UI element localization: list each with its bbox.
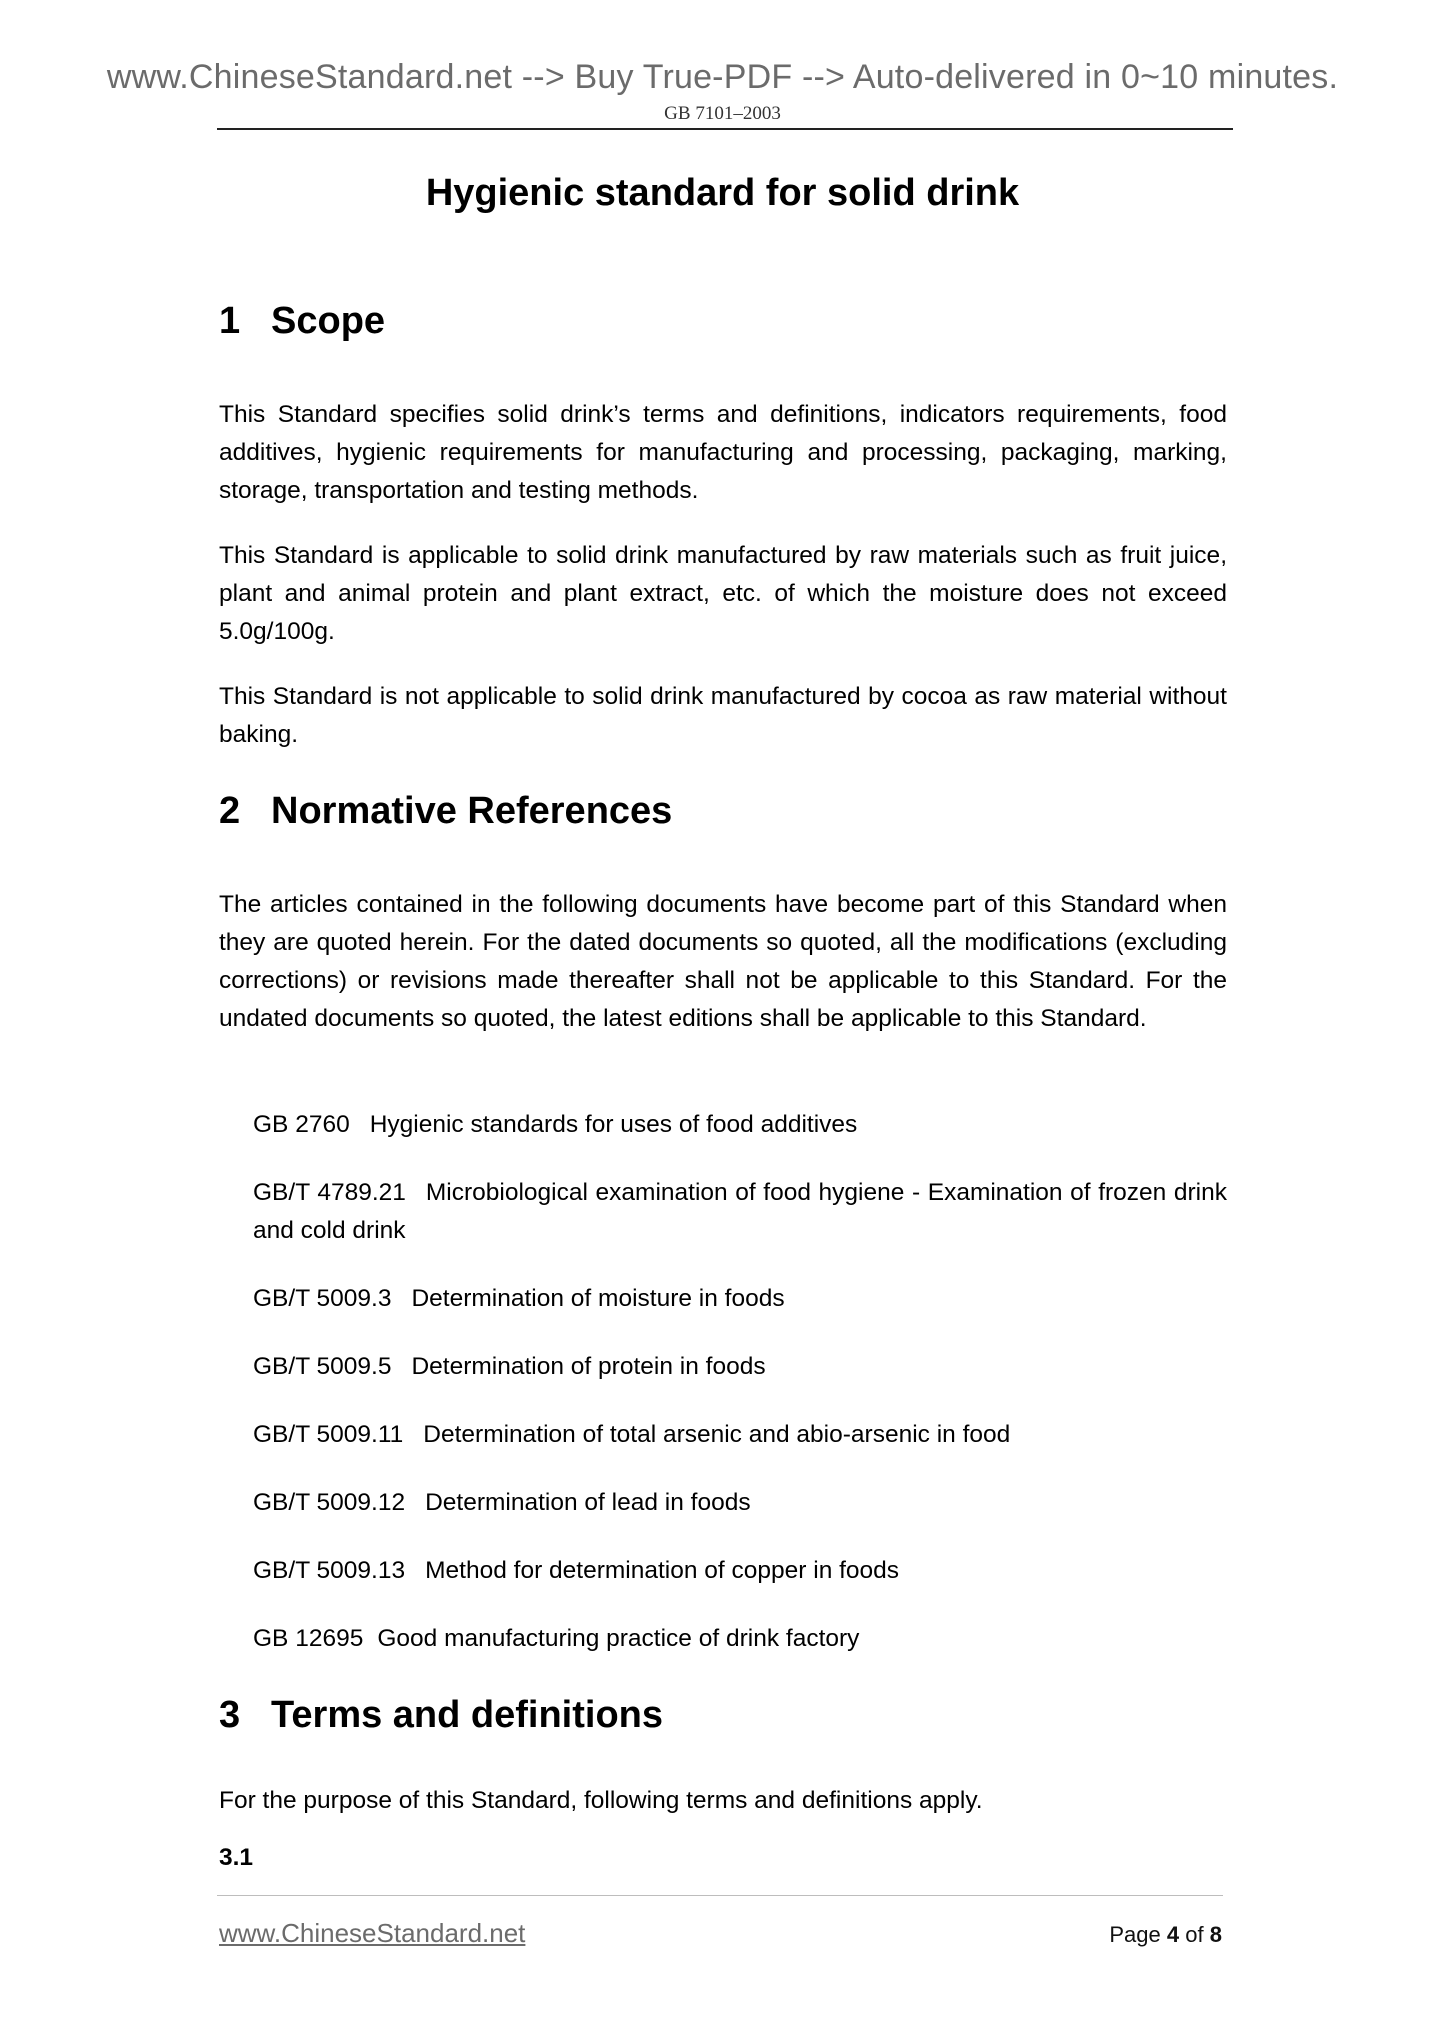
reference-code: GB/T 5009.12 bbox=[253, 1489, 406, 1516]
section-title: Normative References bbox=[271, 790, 673, 832]
reference-item bbox=[253, 1174, 1227, 1250]
footer-website-link[interactable]: www.ChineseStandard.net bbox=[219, 1918, 526, 1948]
reference-code: GB/T 5009.13 bbox=[253, 1557, 406, 1584]
reference-title: Determination of protein in foods bbox=[411, 1353, 766, 1380]
reference-code: GB 12695 bbox=[253, 1625, 364, 1652]
section-title: Scope bbox=[271, 300, 386, 342]
reference-code: GB/T 4789.21 bbox=[253, 1179, 406, 1206]
reference-code: GB/T 5009.11 bbox=[253, 1421, 404, 1448]
page-prefix: Page bbox=[1109, 1922, 1161, 1947]
reference-code: GB/T 5009.5 bbox=[253, 1353, 392, 1380]
section-number: 2 bbox=[219, 790, 241, 832]
footer-divider bbox=[217, 1895, 1223, 1896]
section-number: 1 bbox=[219, 300, 241, 342]
reference-item bbox=[253, 1484, 1227, 1522]
terms-intro-paragraph: For the purpose of this Standard, following terms and definitions apply. bbox=[219, 1787, 983, 1814]
reference-title: Hygienic standards for uses of food additives bbox=[369, 1111, 858, 1138]
reference-code: GB 2760 bbox=[253, 1111, 350, 1138]
section-1-heading bbox=[219, 300, 385, 343]
reference-item bbox=[253, 1416, 1227, 1454]
reference-item bbox=[253, 1280, 1227, 1318]
reference-item bbox=[253, 1552, 1227, 1590]
reference-title: Microbiological examination of food hygiene - Examination of frozen drink and cold drink bbox=[253, 1179, 1227, 1244]
reference-item bbox=[253, 1620, 1227, 1658]
reference-title: Determination of total arsenic and abio-arsenic in food bbox=[423, 1421, 1011, 1448]
section-3-heading bbox=[219, 1694, 663, 1737]
section-2-heading bbox=[219, 790, 672, 833]
reference-title: Method for determination of copper in foods bbox=[425, 1557, 900, 1584]
document-title: Hygienic standard for solid drink bbox=[425, 172, 1020, 214]
page-indicator bbox=[1000, 1922, 1222, 1948]
reference-item bbox=[253, 1348, 1227, 1386]
page-of: of bbox=[1185, 1922, 1204, 1947]
scope-paragraph-1: This Standard specifies solid drink’s terms and definitions, indicators requirements, food additives, hygienic requirements for manufacturing and processing, packaging, marking, storage, transportation and testing methods. bbox=[219, 401, 1227, 504]
scope-paragraph-2: This Standard is applicable to solid drink manufactured by raw materials such as fruit juice, plant and animal protein and plant extract, etc. of which the moisture does not exceed 5.0g/100g. bbox=[219, 542, 1227, 645]
section-title: Terms and definitions bbox=[271, 1694, 664, 1736]
reference-item bbox=[253, 1106, 1227, 1144]
header-banner: www.ChineseStandard.net --> Buy True-PDF --> Auto-delivered in 0~10 minutes. bbox=[106, 58, 1339, 96]
clause-number: 3.1 bbox=[219, 1844, 254, 1871]
reference-title: Determination of moisture in foods bbox=[411, 1285, 785, 1312]
reference-title: Good manufacturing practice of drink factory bbox=[377, 1625, 860, 1652]
scope-paragraph-3: This Standard is not applicable to solid drink manufactured by cocoa as raw material without baking. bbox=[219, 683, 1227, 748]
reference-code: GB/T 5009.3 bbox=[253, 1285, 392, 1312]
page-total: 8 bbox=[1209, 1922, 1222, 1947]
references-intro-paragraph: The articles contained in the following documents have become part of this Standard when they are quoted herein. For the dated documents so quoted, all the modifications (excluding corrections) or revisions made thereafter shall not be applicable to this Standard. For the undated documents so quoted, the latest editions shall be applicable to this Standard. bbox=[219, 891, 1227, 1032]
reference-title: Determination of lead in foods bbox=[425, 1489, 751, 1516]
standard-number: GB 7101–2003 bbox=[664, 103, 781, 124]
section-number: 3 bbox=[219, 1694, 241, 1736]
page-current: 4 bbox=[1166, 1922, 1180, 1947]
header-divider bbox=[217, 128, 1233, 130]
